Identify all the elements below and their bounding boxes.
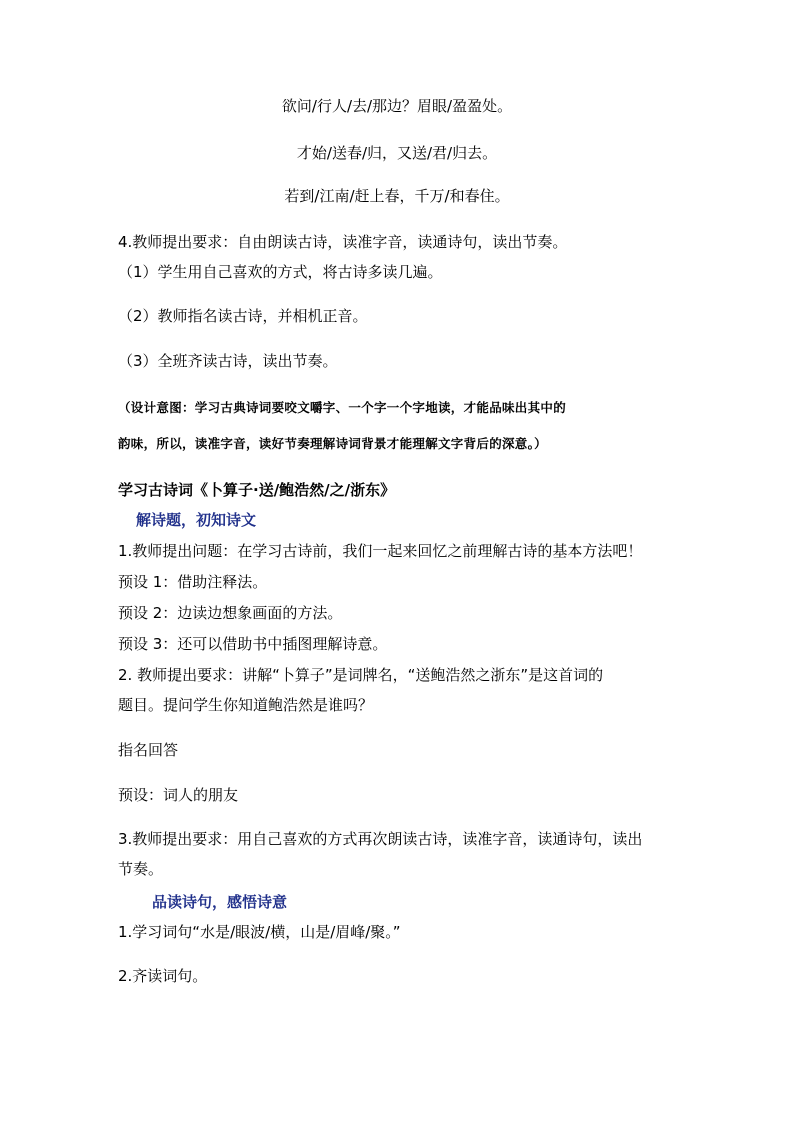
- step4-item-3: （3）全班齐读古诗，读出节奏。: [118, 352, 338, 370]
- part2-heading: 品读诗句，感悟诗意: [152, 893, 288, 911]
- answer-preset: 预设：词人的朋友: [118, 786, 239, 804]
- part1-question-3-line-1: 3.教师提出要求：用自己喜欢的方式再次朗读古诗，读准字音，读通诗句，读出: [118, 830, 643, 848]
- poem-line-2: 才始/送春/归，又送/君/归去。: [296, 144, 498, 162]
- part1-question-1: 1.教师提出问题：在学习古诗前，我们一起来回忆之前理解古诗的基本方法吧！: [118, 542, 643, 560]
- step4-intro: 4.教师提出要求：自由朗读古诗，读准字音，读通诗句，读出节奏。: [118, 233, 568, 251]
- step4-item-2: （2）教师指名读古诗，并相机正音。: [118, 307, 368, 325]
- preset-3: 预设 3：还可以借助书中插图理解诗意。: [118, 635, 388, 653]
- part2-item-1: 1.学习词句“水是/眼波/横，山是/眉峰/聚。”: [118, 923, 401, 941]
- step4-item-1: （1）学生用自己喜欢的方式，将古诗多读几遍。: [118, 263, 443, 281]
- design-note-line-2: 韵味，所以，读准字音，读好节奏理解诗词背景才能理解文字背后的深意。）: [118, 436, 547, 451]
- part1-question-2-line-1: 2. 教师提出要求：讲解“卜算子”是词牌名，“送鲍浩然之浙东”是这首词的: [118, 666, 604, 684]
- part1-question-3-line-2: 节奏。: [118, 860, 164, 878]
- poem-line-3: 若到/江南/赶上春，千万/和春住。: [284, 187, 510, 205]
- design-note-line-1: （设计意图：学习古典诗词要咬文嚼字、一个字一个字地读，才能品味出其中的: [118, 400, 567, 415]
- preset-1: 预设 1：借助注释法。: [118, 573, 268, 591]
- part1-heading: 解诗题，初知诗文: [136, 511, 257, 529]
- part2-item-2: 2.齐读词句。: [118, 967, 208, 985]
- answer-label: 指名回答: [118, 741, 179, 759]
- poem-line-1: 欲问/行人/去/那边？眉眼/盈盈处。: [281, 97, 513, 115]
- section-title: 学习古诗词《卜算子·送/鲍浩然/之/浙东》: [118, 481, 396, 499]
- preset-2: 预设 2：边读边想象画面的方法。: [118, 604, 343, 622]
- part1-question-2-line-2: 题目。提问学生你知道鲍浩然是谁吗？: [118, 696, 374, 714]
